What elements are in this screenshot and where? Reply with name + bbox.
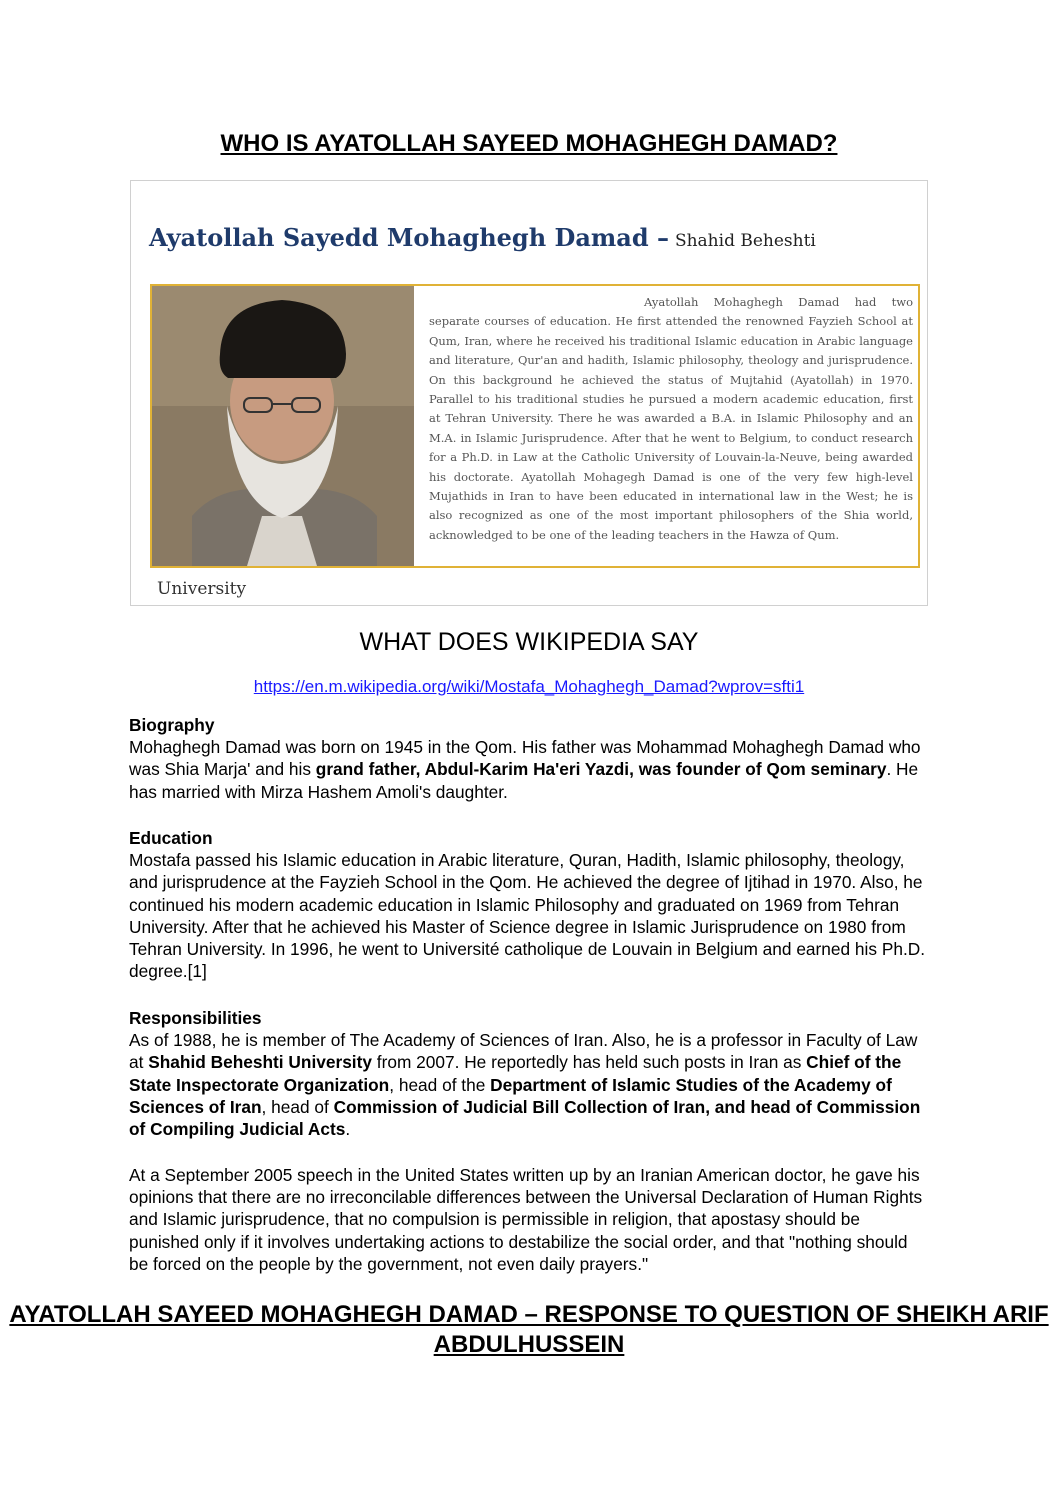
responsibilities-text-1: As of 1988, he is member of The Academy of Sciences of Iran. Also, he is a professor in Faculty of Law at: [129, 1030, 918, 1073]
education-section: [129, 827, 929, 982]
figure-subheading: Shahid Beheshti: [674, 231, 816, 251]
responsibilities-bold-1: Shahid Beheshti University: [148, 1052, 372, 1073]
biography-bold-text: grand father, Abdul-Karim Ha'eri Yazdi, was founder of Qom seminary: [315, 759, 887, 780]
profile-figure: [130, 180, 928, 606]
portrait-photo: [152, 286, 414, 566]
responsibilities-heading: Responsibilities: [129, 1008, 262, 1028]
responsibilities-bold-3: Department of Islamic Studies of the Academy of Sciences of Iran: [129, 1074, 892, 1117]
education-text: Mostafa passed his Islamic education in Arabic literature, Quran, Hadith, Islamic philosophy, theology, and jurisprudence at the Fayzieh School in the Qom. He achieved the degree of Ijtihad in 1970. Also, he continued his modern academic education in Islamic Philosophy and graduated on 1969 from Tehran University. After that he achieved his Master of Science degree in Islamic Jurisprudence on 1980 from Tehran University. In 1996, he went to Université catholique de Louvain in Belgium and earned his Ph.D. degree.[1]: [129, 850, 926, 982]
responsibilities-text-4: , head of: [261, 1096, 334, 1117]
biography-heading: Biography: [129, 715, 215, 735]
portrait-illustration: [152, 286, 414, 566]
figure-heading: [149, 223, 816, 252]
figure-description: [429, 293, 913, 545]
responsibilities-text-5: .: [345, 1119, 351, 1140]
page-title: WHO IS AYATOLLAH SAYEED MOHAGHEGH DAMAD?: [220, 130, 838, 157]
response-title: AYATOLLAH SAYEED MOHAGHEGH DAMAD – RESPONSE TO QUESTION OF SHEIKH ARIF ABDULHUSSEIN: [9, 1301, 1049, 1358]
responsibilities-section: [129, 1007, 929, 1140]
responsibilities-text-2: from 2007. He reportedly has held such posts in Iran as: [371, 1052, 807, 1073]
figure-heading-name: Ayatollah Sayedd Mohaghegh Damad –: [149, 223, 669, 252]
responsibilities-text-3: , head of the: [389, 1074, 491, 1095]
responsibilities-bold-2: Chief of the State Inspectorate Organization: [129, 1052, 902, 1095]
biography-section: [129, 714, 929, 803]
figure-description-first-line: Ayatollah Mohaghegh Damad had two: [644, 295, 913, 309]
figure-description-rest: separate courses of education. He first attended the renowned Fayzieh School at Qum, Iran, where he received his traditional Islamic education in Arabic language and literature, Qur'an and hadith, Islamic philosophy, theology and jurisprudence. On this background he achieved the status of Mujtahid (Ayatollah) in 1970. Parallel to his traditional studies he pursued a modern academic education, first at Tehran University. There he was awarded a B.A. in Islamic Philosophy and an M.A. in Islamic Jurisprudence. After that he went to Belgium, to conduct research for a Ph.D. in Law at the Catholic University of Louvain-la-Neuve, being awarded his doctorate. Ayatollah Mohagegh Damad is one of the very few high-level Mujathids in Iran to have been educated in international law in the West; he is also recognized as one of the most important philosophers of the Shia world, acknowledged to be one of the leading teachers in the Hawza of Qum.: [429, 314, 913, 542]
speech-paragraph: At a September 2005 speech in the United States written up by an Iranian American doctor, he gave his opinions that there are no irreconcilable differences between the Universal Declaration of Human Rights and Islamic jurisprudence, that no compulsion is permissible in religion, that apostasy should be punished only if it involves undertaking actions to destabilize the social order, and that "nothing should be forced on the people by the government, not even daily prayers.": [129, 1165, 923, 1274]
biography-text: Mohaghegh Damad was born on 1945 in the Qom. His father was Mohammad Mohaghegh Damad who was Shia Marja' and his: [129, 737, 921, 780]
section-subtitle: WHAT DOES WIKIPEDIA SAY: [359, 628, 699, 656]
wikipedia-link[interactable]: https://en.m.wikipedia.org/wiki/Mostafa_Mohaghegh_Damad?wprov=sfti1: [253, 677, 805, 696]
responsibilities-bold-4: Commission of Judicial Bill Collection of Iran, and head of Commission of Compiling Judicial Acts: [129, 1096, 921, 1140]
figure-frame: [150, 284, 920, 568]
biography-text-end: . He has married with Mirza Hashem Amoli's daughter.: [129, 759, 919, 802]
education-heading: Education: [129, 828, 213, 848]
figure-caption: University: [157, 579, 247, 599]
